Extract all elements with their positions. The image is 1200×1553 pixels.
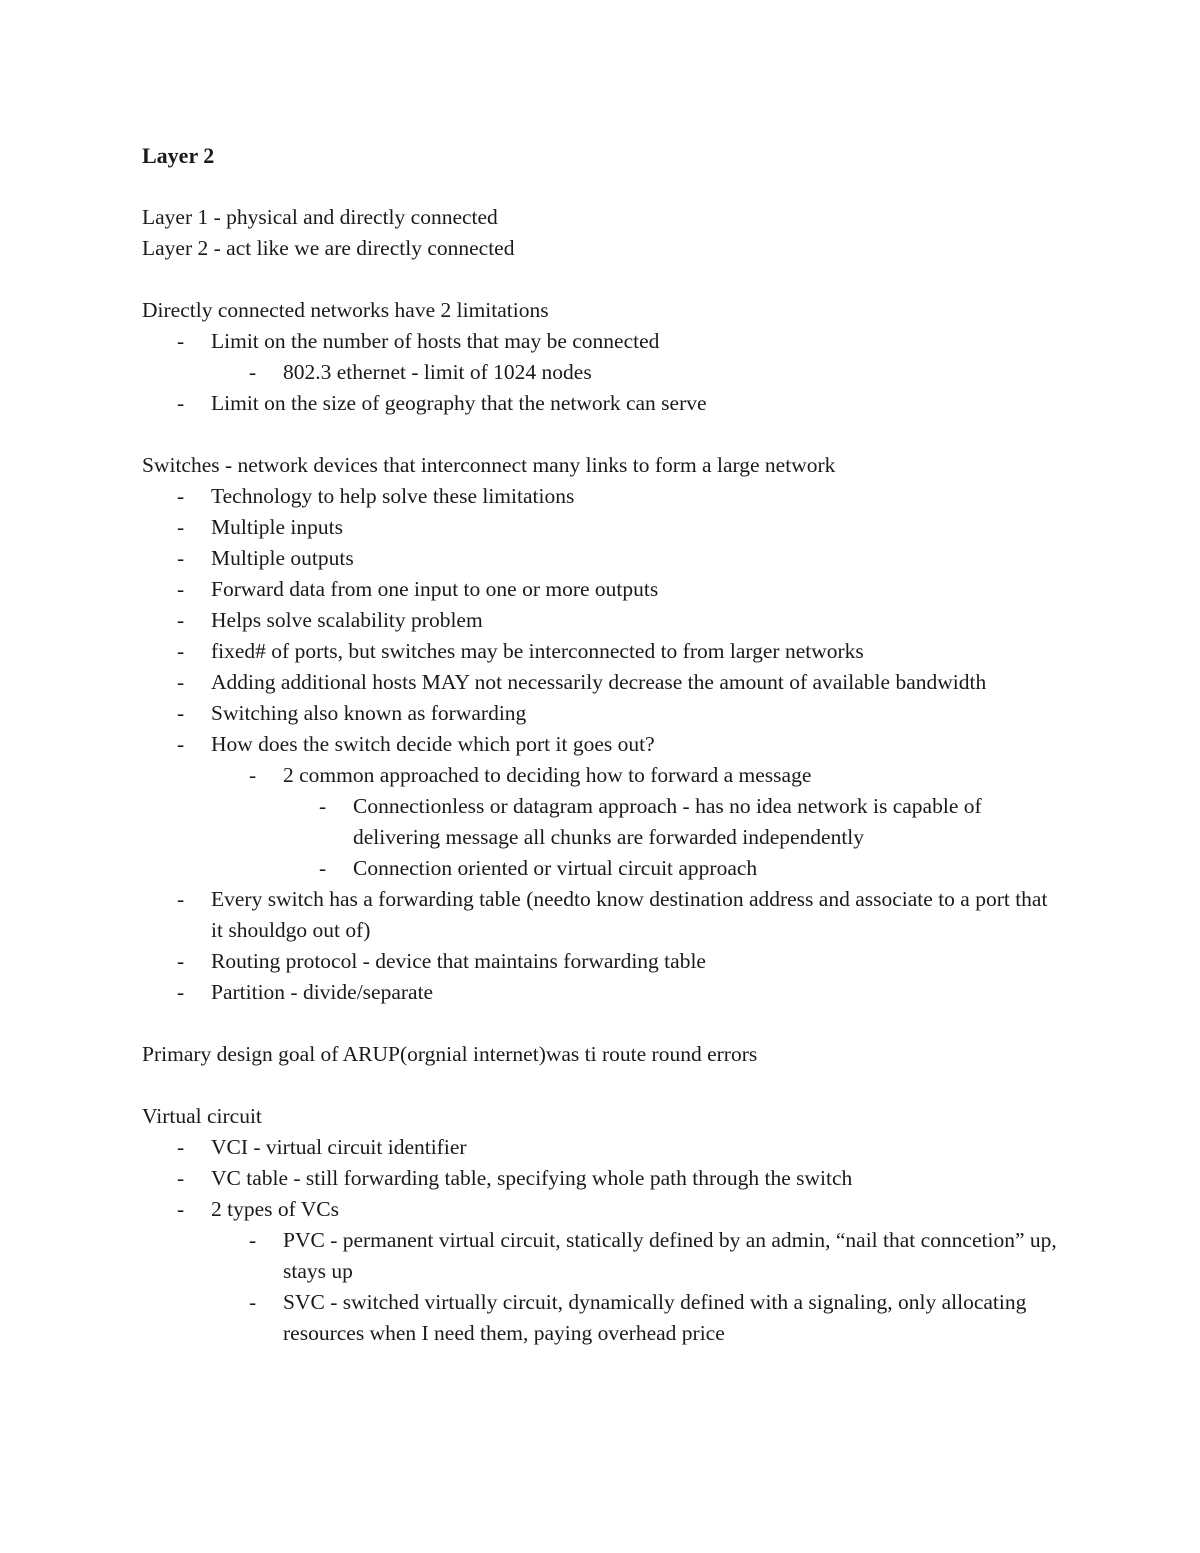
bullet-dash: -: [177, 1197, 185, 1221]
bullet-dash: -: [249, 1228, 257, 1252]
section2-heading: Switches - network devices that interconnect many links to form a large network: [142, 453, 836, 477]
list-item: - Forward data from one input to one or more outputs: [211, 574, 1061, 605]
page-title: Layer 2: [142, 143, 215, 168]
list-item: - 2 types of VCs - PVC - permanent virtual circuit, statically defined by an admin, “nail that conncetion” up, stays up - SVC - switched virtually circuit, dynamically defined with a signaling, only allocating resources when I need them, paying overhead price: [211, 1194, 1061, 1349]
bullet-dash: -: [177, 732, 185, 756]
section1-list: [142, 326, 1062, 419]
nested-list: [211, 760, 1061, 884]
list-item: - Multiple inputs: [211, 512, 1061, 543]
bullet-dash: -: [177, 1166, 185, 1190]
list-item: - How does the switch decide which port it goes out? - 2 common approached to deciding how to forward a message - Connectionless or datagram approach - has no idea network is capable of delivering message all chunks are forwarded independently - Connection oriented or virtual circuit approach: [211, 729, 1061, 884]
list-item: - Technology to help solve these limitations: [211, 481, 1061, 512]
section1-heading: Directly connected networks have 2 limitations: [142, 298, 549, 322]
bullet-dash: -: [177, 701, 185, 725]
bullet-dash: -: [177, 887, 185, 911]
intro-line-2: Layer 2 - act like we are directly connected: [142, 236, 515, 260]
list-item: - Partition - divide/separate: [211, 977, 1061, 1008]
bullet-dash: -: [177, 1135, 185, 1159]
list-item: - Adding additional hosts MAY not necessarily decrease the amount of available bandwidth: [211, 667, 1061, 698]
intro-line-1: Layer 1 - physical and directly connected: [142, 205, 498, 229]
bullet-dash: -: [177, 484, 185, 508]
list-item: - PVC - permanent virtual circuit, statically defined by an admin, “nail that conncetion” up, stays up: [283, 1225, 1061, 1287]
bullet-dash: -: [177, 546, 185, 570]
document-page: [142, 140, 1062, 1349]
list-item: - Limit on the number of hosts that may be connected - 802.3 ethernet - limit of 1024 nodes: [211, 326, 1061, 388]
list-item: - SVC - switched virtually circuit, dynamically defined with a signaling, only allocating resources when I need them, paying overhead price: [283, 1287, 1061, 1349]
list-item: - fixed# of ports, but switches may be interconnected to from larger networks: [211, 636, 1061, 667]
bullet-dash: -: [319, 794, 327, 818]
nested-list: [283, 791, 1061, 884]
list-item: - 802.3 ethernet - limit of 1024 nodes: [283, 357, 1061, 388]
section3-heading: Primary design goal of ARUP(orgnial internet)was ti route round errors: [142, 1042, 758, 1066]
bullet-dash: -: [319, 856, 327, 880]
bullet-dash: -: [249, 1290, 257, 1314]
bullet-dash: -: [177, 329, 185, 353]
section4-heading: Virtual circuit: [142, 1104, 262, 1128]
bullet-dash: -: [177, 670, 185, 694]
nested-list: [211, 357, 1061, 388]
list-item: - Connection oriented or virtual circuit approach: [353, 853, 1061, 884]
list-item: - Every switch has a forwarding table (needto know destination address and associate to a port that it shouldgo out of): [211, 884, 1061, 946]
list-item: - Routing protocol - device that maintains forwarding table: [211, 946, 1061, 977]
list-item: - Switching also known as forwarding: [211, 698, 1061, 729]
section2-list: [142, 481, 1062, 1008]
bullet-dash: -: [177, 639, 185, 663]
list-item: - Connectionless or datagram approach - has no idea network is capable of delivering message all chunks are forwarded independently: [353, 791, 1061, 853]
list-item: - Helps solve scalability problem: [211, 605, 1061, 636]
section4-list: [142, 1132, 1062, 1349]
bullet-dash: -: [249, 360, 257, 384]
bullet-dash: -: [177, 391, 185, 415]
list-item: - Limit on the size of geography that the network can serve: [211, 388, 1061, 419]
list-item: - VC table - still forwarding table, specifying whole path through the switch: [211, 1163, 1061, 1194]
nested-list: [211, 1225, 1061, 1349]
bullet-dash: -: [177, 577, 185, 601]
list-item: - Multiple outputs: [211, 543, 1061, 574]
bullet-dash: -: [249, 763, 257, 787]
bullet-dash: -: [177, 949, 185, 973]
bullet-dash: -: [177, 980, 185, 1004]
bullet-dash: -: [177, 515, 185, 539]
list-item: - 2 common approached to deciding how to forward a message - Connectionless or datagram approach - has no idea network is capable of delivering message all chunks are forwarded independently - Connection oriented or virtual circuit approach: [283, 760, 1061, 884]
bullet-dash: -: [177, 608, 185, 632]
list-item: - VCI - virtual circuit identifier: [211, 1132, 1061, 1163]
